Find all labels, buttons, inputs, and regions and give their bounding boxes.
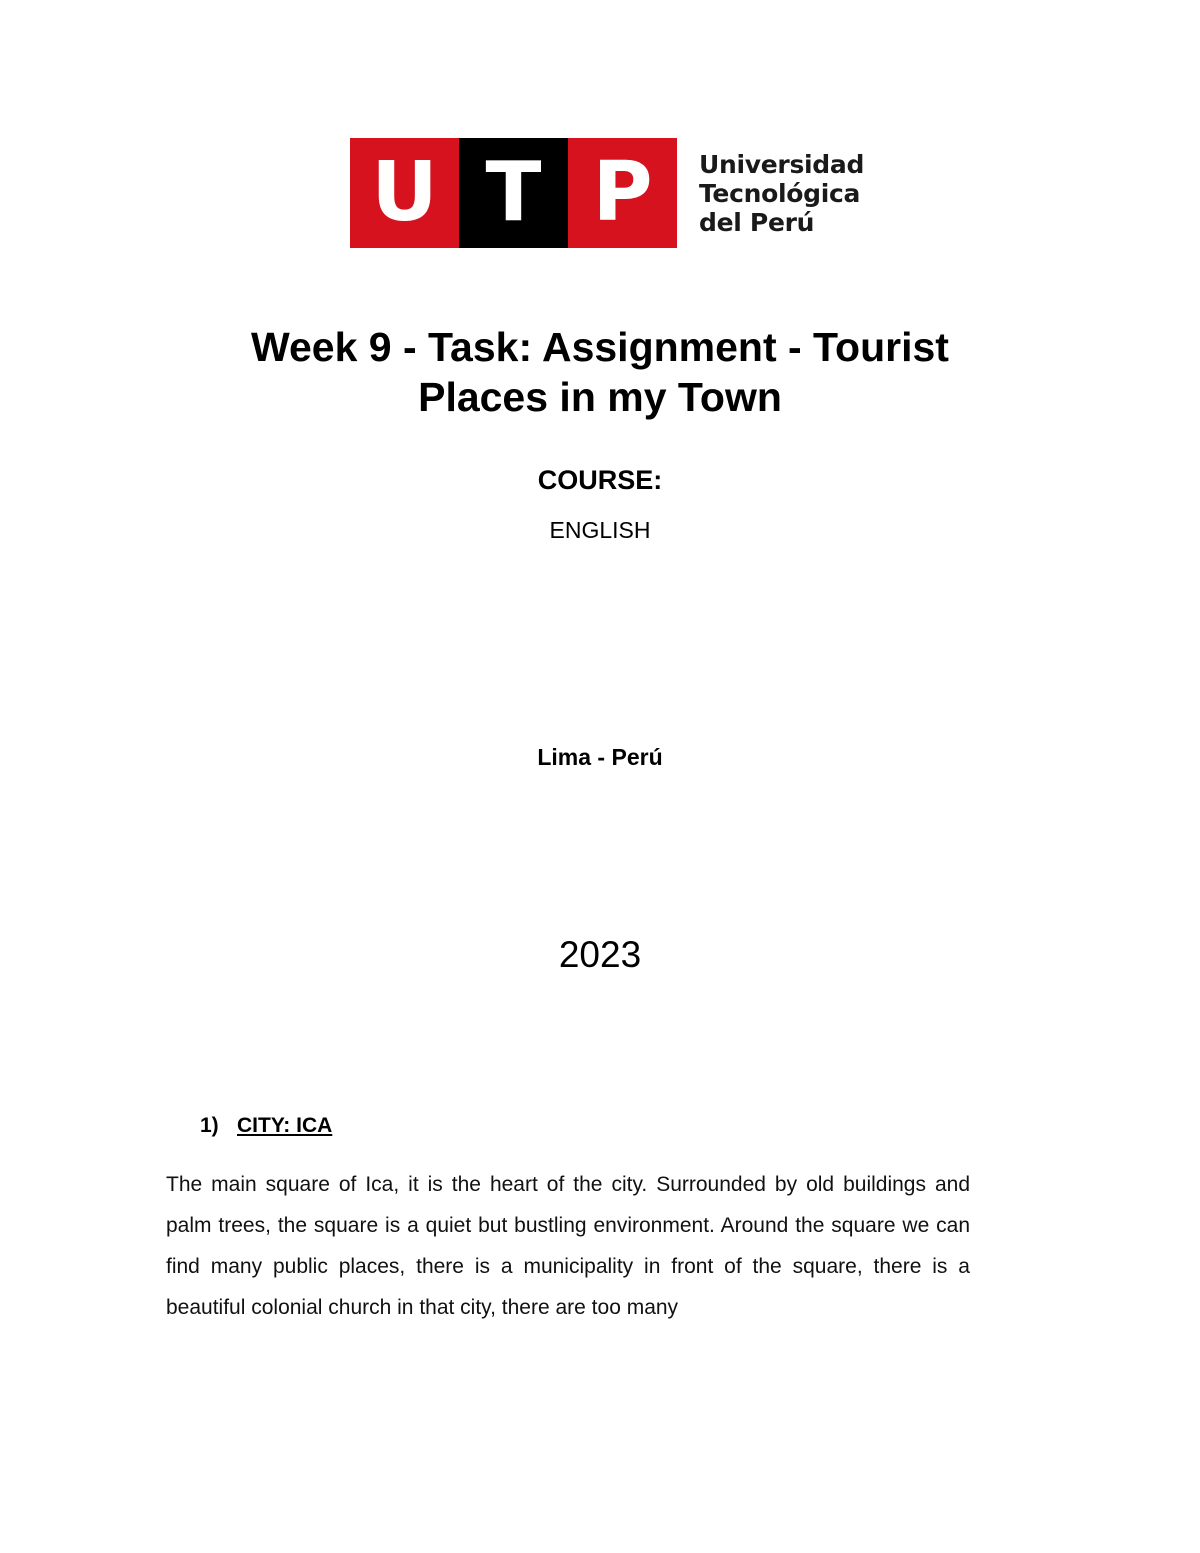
logo-text-line-2: Tecnológica — [699, 178, 861, 208]
title-line-2: Places in my Town — [418, 374, 782, 420]
section-body-paragraph: The main square of Ica, it is the heart of the city. Surrounded by old buildings and palm trees, the square is a quiet but bustling environment. Around the square we can find many public places, there is a municipality in front of the square, there is a beautiful colonial church in that city, there are too many — [166, 1173, 970, 1319]
section-title: CITY: ICA — [237, 1114, 333, 1137]
location-text: Lima - Perú — [537, 744, 663, 770]
title-line-1: Week 9 - Task: Assignment - Tourist — [251, 324, 949, 370]
logo-letter-t: T — [459, 138, 568, 248]
logo-university-name — [699, 150, 864, 237]
section-heading — [200, 1112, 332, 1140]
section-number: 1) — [200, 1114, 219, 1137]
logo-letter-p: P — [568, 138, 677, 248]
utp-logo — [350, 138, 864, 248]
year-text: 2023 — [558, 934, 642, 975]
course-value: ENGLISH — [549, 517, 651, 543]
document-title — [150, 322, 1050, 422]
course-label: COURSE: — [537, 465, 663, 495]
logo-letter-u: U — [350, 138, 459, 248]
logo-text-line-3: del Perú — [699, 207, 815, 237]
logo-letter-blocks — [350, 138, 677, 248]
logo-text-line-1: Universidad — [699, 149, 865, 179]
